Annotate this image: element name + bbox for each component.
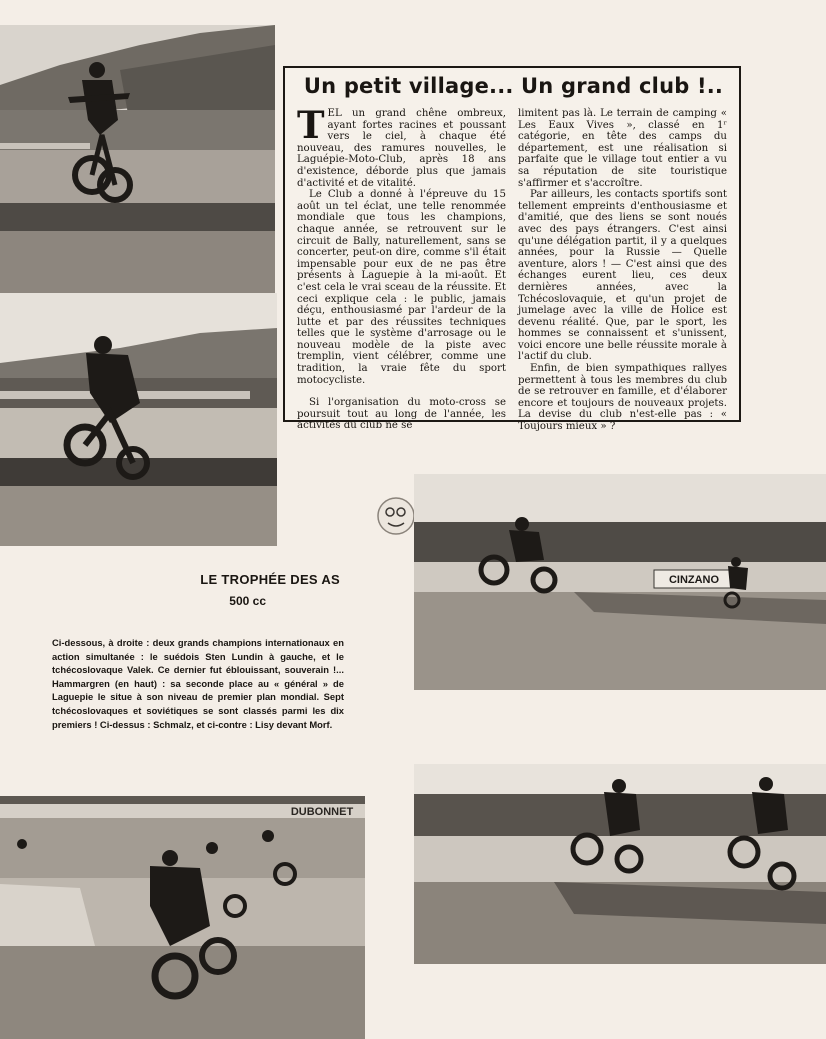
- article-paragraph: Le Club a donné à l'épreuve du 15 août un tel éclat, une telle renommée mondiale que tous les champions, chaque année, se retrouvent sur le circuit de Bally, naturellement, sans se concerter, peut-on dire, comme s'il était impensable pour eux de ne pas être présents à Laguepie à la mi-août. Et c'est cela le vrai sceau de la réussite. Et ceci explique cela : le public, jamais déçu, enthousiasmé par l'ardeur de la lutte et par des réussites techniques telles que le système d'arrosage ou le nouveau modèle de la piste avec tremplin, vient célébrer, comme une tradition, la vraie fête du sport motocycliste.: [297, 189, 506, 386]
- photo-schmalz-jump: [0, 293, 277, 546]
- article-paragraph: Si l'organisation du moto-cross se poursuit tout au long de l'année, les activités du club ne se: [297, 397, 506, 432]
- article-paragraph: limitent pas là. Le terrain de camping « Les Eaux Vives », classé en 1ʳ catégorie, en tête des camps du département, est une réalisation si parfaite que le village tout entier a vu sa réputation de site touristique s'affirmer et s'accroître.: [518, 108, 727, 189]
- photo-lisy-morf: [0, 796, 365, 1039]
- article-paragraph: Par ailleurs, les contacts sportifs sont tellement empreints d'enthousiasme et d'amitié, que des liens se sont noués avec des pays étrangers. C'est ainsi qu'une délégation partit, il y a quelques années, pour la Russie — Quelle aventure, alors ! — C'est ainsi que des échanges eurent lieu, ces deux dernières années, avec la Tchécoslovaquie, et qu'un projet de jumelage avec la ville de Holice est devenu réalité. Que, par le sport, les hommes se connaissent et s'unissent, voici encore une belle réussite morale à l'actif du club.: [518, 189, 727, 363]
- article-column-1: [297, 103, 506, 433]
- section-subheading: 500 cc: [229, 594, 266, 608]
- photo-hammargren-jump: [0, 25, 275, 293]
- dubonnet-sign: DUBONNET: [290, 806, 354, 818]
- photo-lundin-valek: [414, 764, 826, 964]
- article-paragraph: Enfin, de bien sympathiques rallyes permettent à tous les membres du club de se retrouver en famille, et d'élaborer encore et toujours de nouveaux projets. La devise du club n'est-elle pas : « Toujours mieux » ?: [518, 363, 727, 433]
- article-title: Un petit village... Un grand club !..: [303, 74, 724, 98]
- photo-caption: Ci-dessous, à droite : deux grands champions internationaux en action simultanée : le suédois Sten Lundin à gauche, et le tchécoslovaque Valek. Ce dernier fut éblouissant, souverain !... Hammargren (en haut) : sa seconde place au « général » de Laguepie le situe à son niveau de premier plan mondial. Sept tchécoslovaques et soviétiques se sont classés parmi les dix premiers ! Ci-dessus : Schmalz, et ci-contre : Lisy devant Morf.: [52, 637, 344, 730]
- drop-cap: T: [297, 103, 325, 147]
- cinzano-sign: CINZANO: [668, 574, 720, 586]
- photo-race-cinzano: [414, 474, 826, 690]
- section-heading: LE TROPHÉE DES AS: [200, 572, 340, 587]
- article-paragraph: TEL un grand chêne ombreux, ayant fortes racines et poussant vers le ciel, à chaque été nouveau, des ramures nouvelles, le Laguépie-Moto-Club, après 18 ans d'existence, déborde plus que jamais d'activité et de vitalité.: [297, 103, 506, 189]
- article-box: [283, 66, 741, 433]
- article-column-2: [518, 108, 727, 433]
